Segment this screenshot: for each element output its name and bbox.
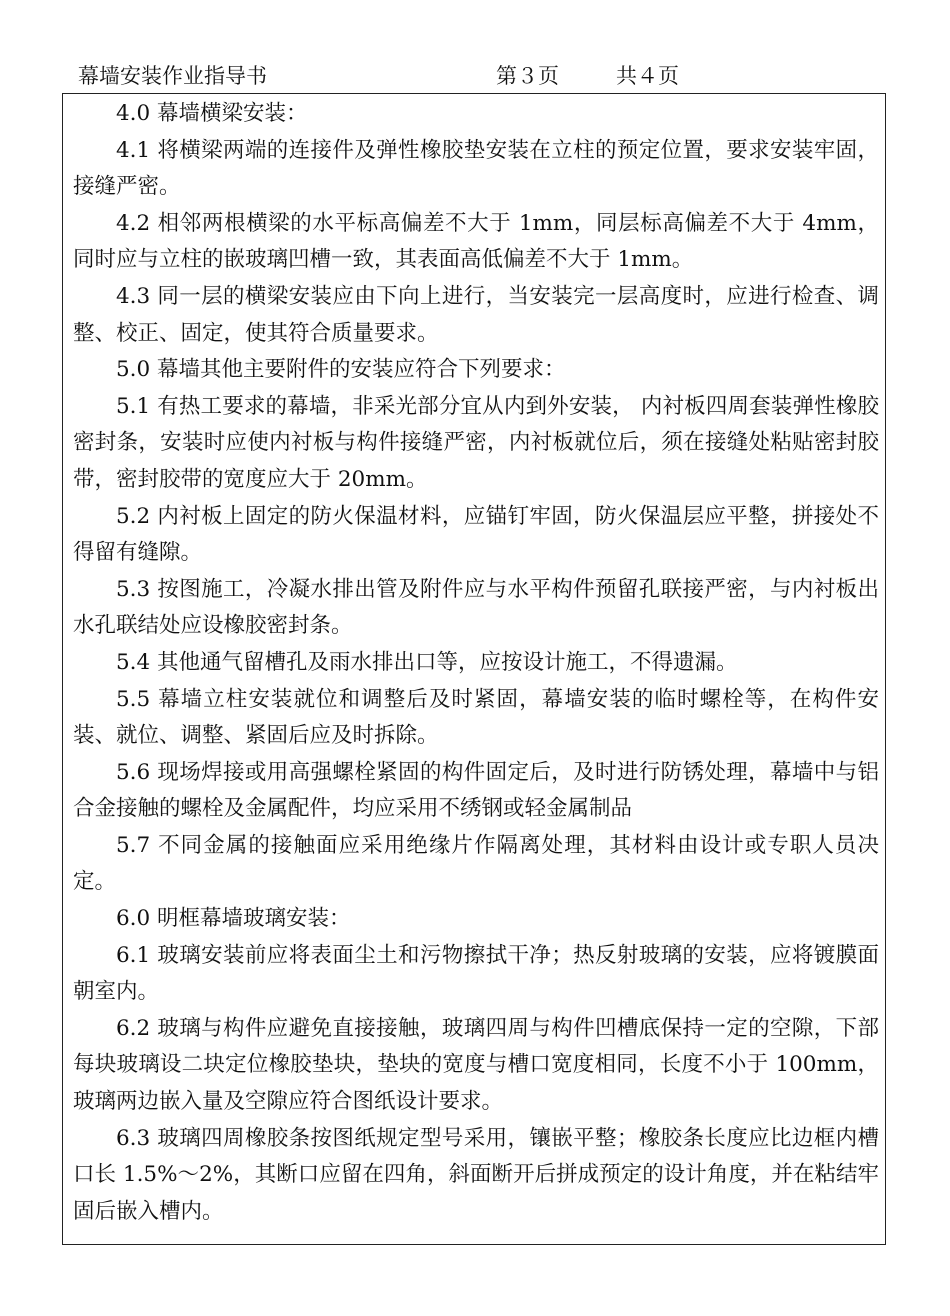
page-number: 第３页	[496, 64, 559, 88]
paragraph-5-7: 5.7 不同金属的接触面应采用绝缘片作隔离处理，其材料由设计或专职人员决定。	[73, 832, 879, 895]
page-header	[78, 60, 890, 92]
document-title: 幕墙安装作业指导书	[78, 64, 267, 88]
paragraph-5-5: 5.5 幕墙立柱安装就位和调整后及时紧固，幕墙安装的临时螺栓等，在构件安装、就位、调整、紧固后应及时拆除。	[73, 686, 879, 749]
paragraph-6-1: 6.1 玻璃安装前应将表面尘土和污物擦拭干净；热反射玻璃的安装，应将镀膜面朝室内。	[73, 942, 879, 1005]
paragraph-5-4: 5.4 其他通气留槽孔及雨水排出口等，应按设计施工，不得遗漏。	[116, 649, 738, 675]
paragraph-6-3: 6.3 玻璃四周橡胶条按图纸规定型号采用，镶嵌平整；橡胶条长度应比边框内槽口长 1.5%～2%，其断口应留在四角，斜面断开后拼成预定的设计角度，并在粘结牢固后嵌入槽内。	[73, 1125, 879, 1224]
page-total: 共４页	[616, 64, 679, 88]
paragraph-5-1: 5.1 有热工要求的幕墙，非采光部分宜从内到外安装， 内衬板四周套装弹性橡胶密封条，安装时应使内衬板与构件接缝严密，内衬板就位后，须在接缝处粘贴密封胶带，密封胶带的宽度应大于 20mm。	[73, 393, 879, 492]
instruction-body	[73, 96, 879, 1230]
paragraph-6-2: 6.2 玻璃与构件应避免直接接触，玻璃四周与构件凹槽底保持一定的空隙，下部每块玻璃设二块定位橡胶垫块，垫块的宽度与槽口宽度相同，长度不小于 100mm，玻璃两边嵌入量及空隙应符合图纸设计要求。	[73, 1015, 879, 1115]
paragraph-5-3: 5.3 按图施工，冷凝水排出管及附件应与水平构件预留孔联接严密，与内衬板出水孔联结处应设橡胶密封条。	[73, 576, 879, 639]
section-heading-4-0: 4.0 幕墙横梁安装：	[116, 101, 308, 126]
paragraph-5-2: 5.2 内衬板上固定的防火保温材料，应锚钉牢固，防火保温层应平整，拼接处不得留有缝隙。	[73, 503, 879, 566]
paragraph-5-6: 5.6 现场焊接或用高强螺栓紧固的构件固定后，及时进行防锈处理，幕墙中与铝合金接触的螺栓及金属配件，均应采用不绣钢或轻金属制品	[73, 759, 879, 822]
section-heading-5-0: 5.0 幕墙其他主要附件的安装应符合下列要求：	[116, 357, 566, 383]
paragraph-4-1: 4.1 将横梁两端的连接件及弹性橡胶垫安装在立柱的预定位置，要求安装牢固，接缝严密。	[73, 137, 879, 200]
section-heading-6-0: 6.0 明框幕墙玻璃安装：	[116, 906, 351, 932]
paragraph-4-2: 4.2 相邻两根横梁的水平标高偏差不大于 1mm，同层标高偏差不大于 4mm，同时应与立柱的嵌玻璃凹槽一致，其表面高低偏差不大于 1mm。	[73, 210, 879, 273]
paragraph-4-3: 4.3 同一层的横梁安装应由下向上进行，当安装完一层高度时，应进行检查、调整、校正、固定，使其符合质量要求。	[73, 283, 879, 346]
